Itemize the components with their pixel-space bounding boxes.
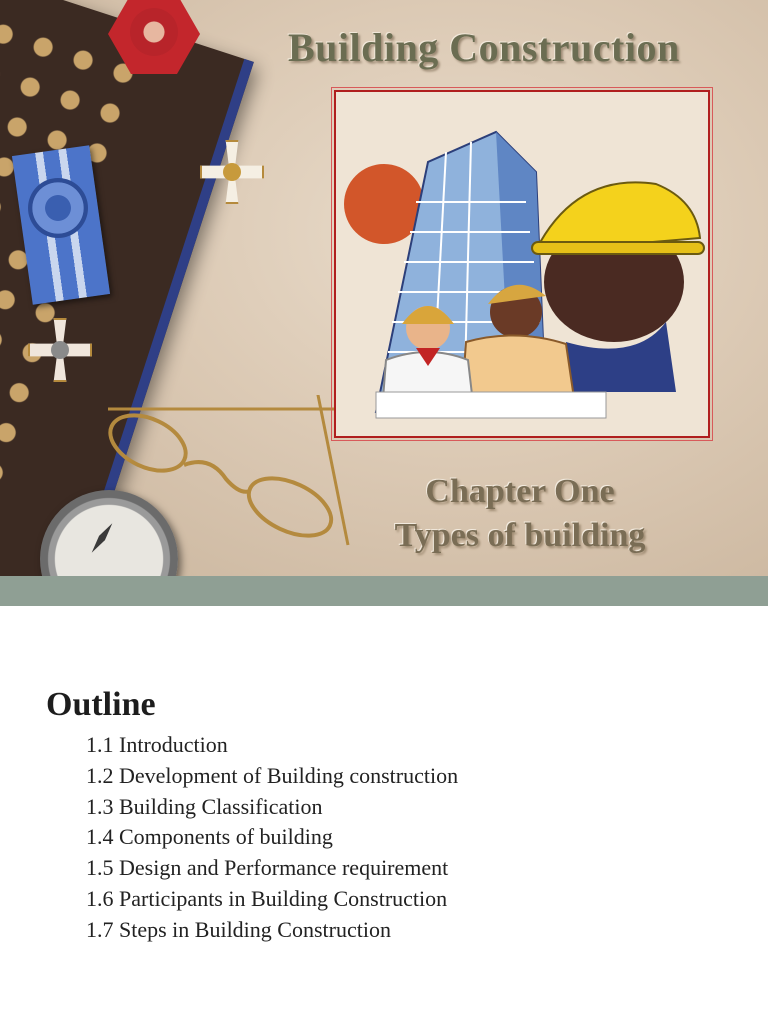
- eyeglasses-decoration: [100, 395, 360, 555]
- outline-item: 1.7 Steps in Building Construction: [86, 916, 391, 942]
- chapter-number: Chapter One: [425, 473, 615, 510]
- divider-band: [0, 576, 768, 606]
- red-medal-center-decoration: [130, 8, 178, 56]
- outline-item: 1.4 Components of building: [86, 824, 333, 850]
- outline-heading: Outline: [46, 686, 156, 723]
- slide-title: Building Construction: [288, 25, 680, 70]
- outline-item: 1.1 Introduction: [86, 732, 228, 757]
- outline-item: 1.6 Participants in Building Construction: [86, 885, 448, 911]
- outline-list: [86, 730, 458, 946]
- outline-item: 1.5 Design and Performance requirement: [86, 855, 449, 881]
- construction-scene-picture: [336, 92, 708, 436]
- chapter-title: Types of building: [394, 517, 646, 554]
- blue-rosette-decoration: [28, 178, 88, 238]
- construction-workers-illustration: [334, 90, 710, 438]
- cross-medal-center-decoration: [223, 163, 241, 181]
- cross-medal-center-decoration: [51, 341, 69, 359]
- chapter-heading: [360, 470, 680, 558]
- outline-item: 1.2 Development of Building construction: [86, 762, 459, 788]
- outline-item: 1.3 Building Classification: [86, 793, 323, 819]
